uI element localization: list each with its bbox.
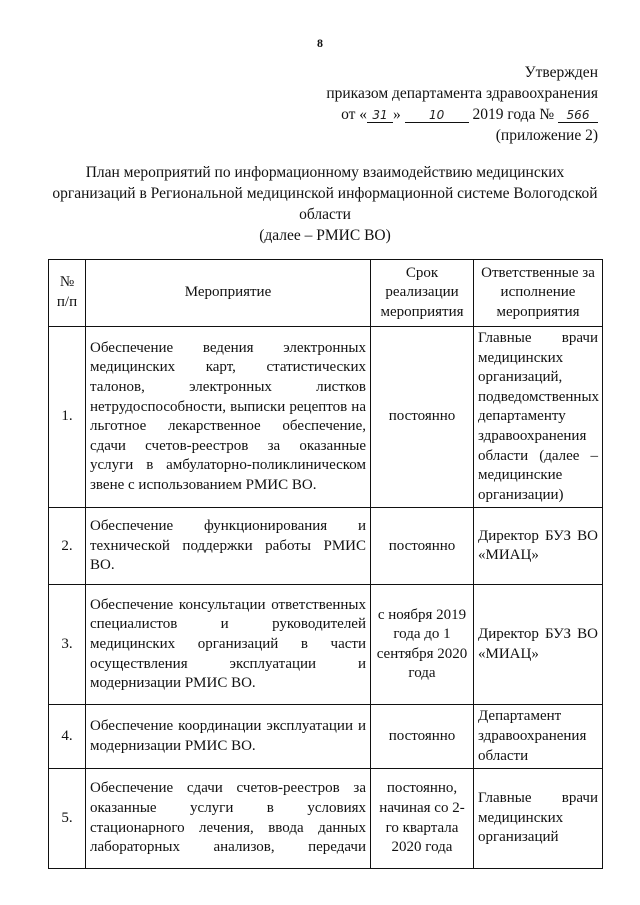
row-term: постоянно bbox=[371, 508, 474, 585]
approval-year: 2019 года № bbox=[472, 106, 555, 123]
document-title bbox=[48, 162, 602, 246]
row-responsible: Главные врачи медицинских организаций bbox=[474, 769, 603, 869]
approval-date-quote: » bbox=[393, 106, 401, 123]
row-term: с ноября 2019 года до 1 сентября 2020 года bbox=[371, 585, 474, 705]
approval-line-3 bbox=[326, 104, 598, 125]
row-activity: Обеспечение сдачи счетов-реестров за оказанные услуги в условиях стационарного лечения, ввода данных лабораторных анализов, передачи bbox=[86, 769, 371, 869]
row-activity: Обеспечение ведения электронных медицинских карт, статистических талонов, электронных листков нетрудоспособности, выписки рецептов на льготное лекарственное обеспечение, сдачи счетов-реестров за оказанные услуги в амбулаторно-поликлиническом звене с использованием РМИС ВО. bbox=[86, 327, 371, 508]
header-responsible: Ответственные за исполнение мероприятия bbox=[474, 260, 603, 327]
approval-number: 566 bbox=[558, 108, 598, 123]
header-activity: Мероприятие bbox=[86, 260, 371, 327]
table-row bbox=[49, 327, 603, 508]
row-term: постоянно bbox=[371, 327, 474, 508]
approval-line-2: приказом департамента здравоохранения bbox=[326, 85, 598, 102]
table-row bbox=[49, 705, 603, 769]
page-number: 8 bbox=[317, 36, 323, 50]
row-responsible: Департамент здравоохранения области bbox=[474, 705, 603, 769]
approval-line-1: Утвержден bbox=[524, 64, 598, 81]
row-activity: Обеспечение функционирования и технической поддержки работы РМИС ВО. bbox=[86, 508, 371, 585]
row-responsible: Главные врачи медицинских организаций, подведомственных департаменту здравоохранения области (далее – медицинские организации) bbox=[474, 327, 603, 508]
header-term: Срок реализации мероприятия bbox=[371, 260, 474, 327]
row-num: 3. bbox=[49, 585, 86, 705]
approval-line-4: (приложение 2) bbox=[495, 127, 598, 144]
row-term: постоянно bbox=[371, 705, 474, 769]
title-line-3: области bbox=[299, 206, 351, 223]
row-num: 5. bbox=[49, 769, 86, 869]
row-num: 1. bbox=[49, 327, 86, 508]
row-responsible: Директор БУЗ ВО «МИАЦ» bbox=[474, 585, 603, 705]
table-row bbox=[49, 508, 603, 585]
row-responsible: Директор БУЗ ВО «МИАЦ» bbox=[474, 508, 603, 585]
row-term: постоянно, начиная со 2-го квартала 2020 года bbox=[371, 769, 474, 869]
approval-date-prefix: от « bbox=[341, 106, 368, 123]
table-row bbox=[49, 769, 603, 869]
title-line-2: организаций в Региональной медицинской информационной системе Вологодской bbox=[52, 185, 598, 202]
header-num: № п/п bbox=[49, 260, 86, 327]
approval-month: 10 bbox=[405, 108, 469, 123]
approval-day: 31 bbox=[367, 108, 393, 123]
title-line-4: (далее – РМИС ВО) bbox=[259, 227, 391, 244]
row-activity: Обеспечение консультации ответственных специалистов и руководителей медицинских организаций в части осуществления эксплуатации и модернизации РМИС ВО. bbox=[86, 585, 371, 705]
table-row bbox=[49, 585, 603, 705]
title-line-1: План мероприятий по информационному взаимодействию медицинских bbox=[85, 164, 565, 181]
row-num: 4. bbox=[49, 705, 86, 769]
row-activity: Обеспечение координации эксплуатации и модернизации РМИС ВО. bbox=[86, 705, 371, 769]
approval-block bbox=[326, 62, 598, 146]
row-num: 2. bbox=[49, 508, 86, 585]
plan-table bbox=[48, 259, 603, 869]
table-header-row bbox=[49, 260, 603, 327]
